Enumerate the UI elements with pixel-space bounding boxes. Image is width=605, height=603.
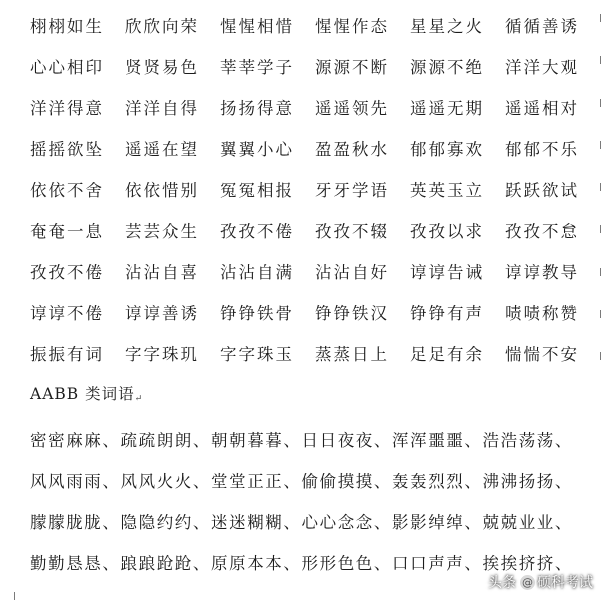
idiom-cell xyxy=(125,54,220,78)
margin-marker xyxy=(592,99,601,107)
idiom-cell xyxy=(220,300,315,324)
idiom-text: 振振有词 xyxy=(30,344,104,364)
idiom-cell xyxy=(315,177,410,201)
idiom-text: 扬扬得意 xyxy=(220,98,294,118)
idiom-text: 谆谆告诫 xyxy=(410,262,484,282)
idiom-cell xyxy=(30,13,125,37)
idiom-text: 牙牙学语 xyxy=(315,180,389,200)
idiom-text: 依依惜别 xyxy=(125,180,199,200)
idiom-cell xyxy=(30,218,125,242)
idiom-text: 铮铮铁汉 xyxy=(315,303,389,323)
idiom-cell xyxy=(410,54,505,78)
idiom-cell xyxy=(220,54,315,78)
idiom-cell xyxy=(505,95,600,119)
idiom-text: 沾沾自满 xyxy=(220,262,294,282)
paragraph-mark: ↵ xyxy=(134,394,143,404)
idiom-text: 星星之火 xyxy=(410,16,484,36)
idiom-grid xyxy=(30,4,602,373)
idiom-text: 跃跃欲试 xyxy=(505,180,579,200)
idiom-text: 郁郁不乐 xyxy=(505,139,579,159)
idiom-text: 遥遥无期 xyxy=(410,98,484,118)
idiom-row xyxy=(30,127,602,168)
idiom-row xyxy=(30,291,602,332)
aabb-line: 朦朦胧胧、隐隐约约、迷迷糊糊、心心念念、影影绰绰、兢兢业业、 xyxy=(30,512,573,532)
idiom-cell xyxy=(220,259,315,283)
idiom-cell xyxy=(30,341,125,365)
idiom-row xyxy=(30,332,602,373)
idiom-cell xyxy=(505,259,600,283)
aabb-line: 风风雨雨、风风火火、堂堂正正、偷偷摸摸、轰轰烈烈、沸沸扬扬、 xyxy=(30,471,573,491)
idiom-text: 洋洋自得 xyxy=(125,98,199,118)
idiom-cell xyxy=(125,259,220,283)
idiom-text: 孜孜不倦 xyxy=(30,262,104,282)
idiom-text: 源源不断 xyxy=(315,57,389,77)
idiom-text: 翼翼小心 xyxy=(220,139,294,159)
idiom-text: 摇摇欲坠 xyxy=(30,139,104,159)
idiom-text: 遥遥相对 xyxy=(505,98,579,118)
idiom-text: 谆谆不倦 xyxy=(30,303,104,323)
idiom-text: 心心相印 xyxy=(30,57,104,77)
idiom-cell xyxy=(125,218,220,242)
idiom-cell xyxy=(125,95,220,119)
aabb-heading xyxy=(30,382,142,404)
margin-marker xyxy=(592,268,601,276)
idiom-text: 沾沾自喜 xyxy=(125,262,199,282)
idiom-text: 谆谆善诱 xyxy=(125,303,199,323)
margin-marker xyxy=(592,183,601,191)
idiom-text: 冤冤相报 xyxy=(220,180,294,200)
idiom-text: 栩栩如生 xyxy=(30,16,104,36)
idiom-cell xyxy=(315,136,410,160)
idiom-text: 洋洋大观 xyxy=(505,57,579,77)
margin-marker xyxy=(592,141,601,149)
idiom-text: 啧啧称赞 xyxy=(505,303,579,323)
idiom-cell xyxy=(410,300,505,324)
idiom-cell xyxy=(315,218,410,242)
idiom-text: 循循善诱 xyxy=(505,16,579,36)
idiom-row xyxy=(30,4,602,45)
idiom-text: 谆谆教导 xyxy=(505,262,579,282)
idiom-text: 孜孜不辍 xyxy=(315,221,389,241)
margin-marker xyxy=(14,592,23,600)
idiom-cell xyxy=(220,95,315,119)
idiom-text: 惺惺作态 xyxy=(315,16,389,36)
idiom-cell xyxy=(220,177,315,201)
aabb-word-list xyxy=(30,418,602,582)
idiom-cell xyxy=(505,177,600,201)
idiom-cell xyxy=(410,218,505,242)
idiom-cell xyxy=(315,341,410,365)
aabb-line: 勤勤恳恳、踉踉跄跄、原原本本、形形色色、口口声声、挨挨挤挤、 xyxy=(30,553,573,573)
idiom-row xyxy=(30,45,602,86)
idiom-cell xyxy=(30,177,125,201)
idiom-text: 遥遥领先 xyxy=(315,98,389,118)
idiom-text: 蒸蒸日上 xyxy=(315,344,389,364)
idiom-cell xyxy=(505,136,600,160)
idiom-text: 贤贤易色 xyxy=(125,57,199,77)
idiom-cell xyxy=(315,13,410,37)
idiom-cell xyxy=(125,300,220,324)
idiom-text: 字字珠玉 xyxy=(220,344,294,364)
idiom-row xyxy=(30,168,602,209)
watermark-prefix: 头条 xyxy=(488,575,516,591)
watermark xyxy=(488,572,593,592)
idiom-text: 孜孜以求 xyxy=(410,221,484,241)
idiom-cell xyxy=(410,13,505,37)
idiom-cell xyxy=(220,218,315,242)
idiom-cell xyxy=(505,54,600,78)
idiom-text: 欣欣向荣 xyxy=(125,16,199,36)
idiom-cell xyxy=(220,341,315,365)
idiom-text: 郁郁寡欢 xyxy=(410,139,484,159)
idiom-cell xyxy=(125,136,220,160)
idiom-text: 莘莘学子 xyxy=(220,57,294,77)
idiom-cell xyxy=(315,95,410,119)
idiom-text: 足足有余 xyxy=(410,344,484,364)
idiom-cell xyxy=(220,13,315,37)
idiom-text: 洋洋得意 xyxy=(30,98,104,118)
idiom-cell xyxy=(125,13,220,37)
idiom-text: 孜孜不怠 xyxy=(505,221,579,241)
idiom-text: 遥遥在望 xyxy=(125,139,199,159)
idiom-text: 芸芸众生 xyxy=(125,221,199,241)
idiom-cell xyxy=(410,136,505,160)
idiom-cell xyxy=(505,13,600,37)
idiom-text: 惴惴不安 xyxy=(505,344,579,364)
idiom-cell xyxy=(30,95,125,119)
idiom-cell xyxy=(410,177,505,201)
idiom-cell xyxy=(410,259,505,283)
idiom-text: 沾沾自好 xyxy=(315,262,389,282)
idiom-cell xyxy=(505,300,600,324)
watermark-account: 硕科考试 xyxy=(537,575,593,591)
idiom-cell xyxy=(315,54,410,78)
idiom-row xyxy=(30,86,602,127)
idiom-text: 字字珠玑 xyxy=(125,344,199,364)
aabb-line: 密密麻麻、疏疏朗朗、朝朝暮暮、日日夜夜、浑浑噩噩、浩浩荡荡、 xyxy=(30,430,573,450)
idiom-cell xyxy=(315,259,410,283)
margin-marker xyxy=(592,14,601,22)
idiom-cell xyxy=(125,341,220,365)
idiom-cell xyxy=(315,300,410,324)
idiom-text: 源源不绝 xyxy=(410,57,484,77)
idiom-cell xyxy=(220,136,315,160)
idiom-cell xyxy=(30,54,125,78)
idiom-text: 铮铮铁骨 xyxy=(220,303,294,323)
idiom-text: 依依不舍 xyxy=(30,180,104,200)
idiom-cell xyxy=(505,341,600,365)
idiom-cell xyxy=(30,300,125,324)
idiom-cell xyxy=(410,341,505,365)
idiom-row xyxy=(30,250,602,291)
idiom-text: 盈盈秋水 xyxy=(315,139,389,159)
idiom-text: 铮铮有声 xyxy=(410,303,484,323)
margin-marker xyxy=(592,56,601,64)
idiom-cell xyxy=(505,218,600,242)
idiom-text: 孜孜不倦 xyxy=(220,221,294,241)
at-icon: @ xyxy=(522,575,533,589)
margin-marker xyxy=(592,310,601,318)
idiom-cell xyxy=(125,177,220,201)
idiom-text: 奄奄一息 xyxy=(30,221,104,241)
margin-marker xyxy=(592,225,601,233)
idiom-cell xyxy=(30,259,125,283)
idiom-row xyxy=(30,209,602,250)
aabb-heading-text: AABB 类词语 xyxy=(30,385,135,403)
idiom-cell xyxy=(30,136,125,160)
idiom-cell xyxy=(410,95,505,119)
idiom-text: 英英玉立 xyxy=(410,180,484,200)
margin-marker xyxy=(592,352,601,360)
idiom-text: 惺惺相惜 xyxy=(220,16,294,36)
